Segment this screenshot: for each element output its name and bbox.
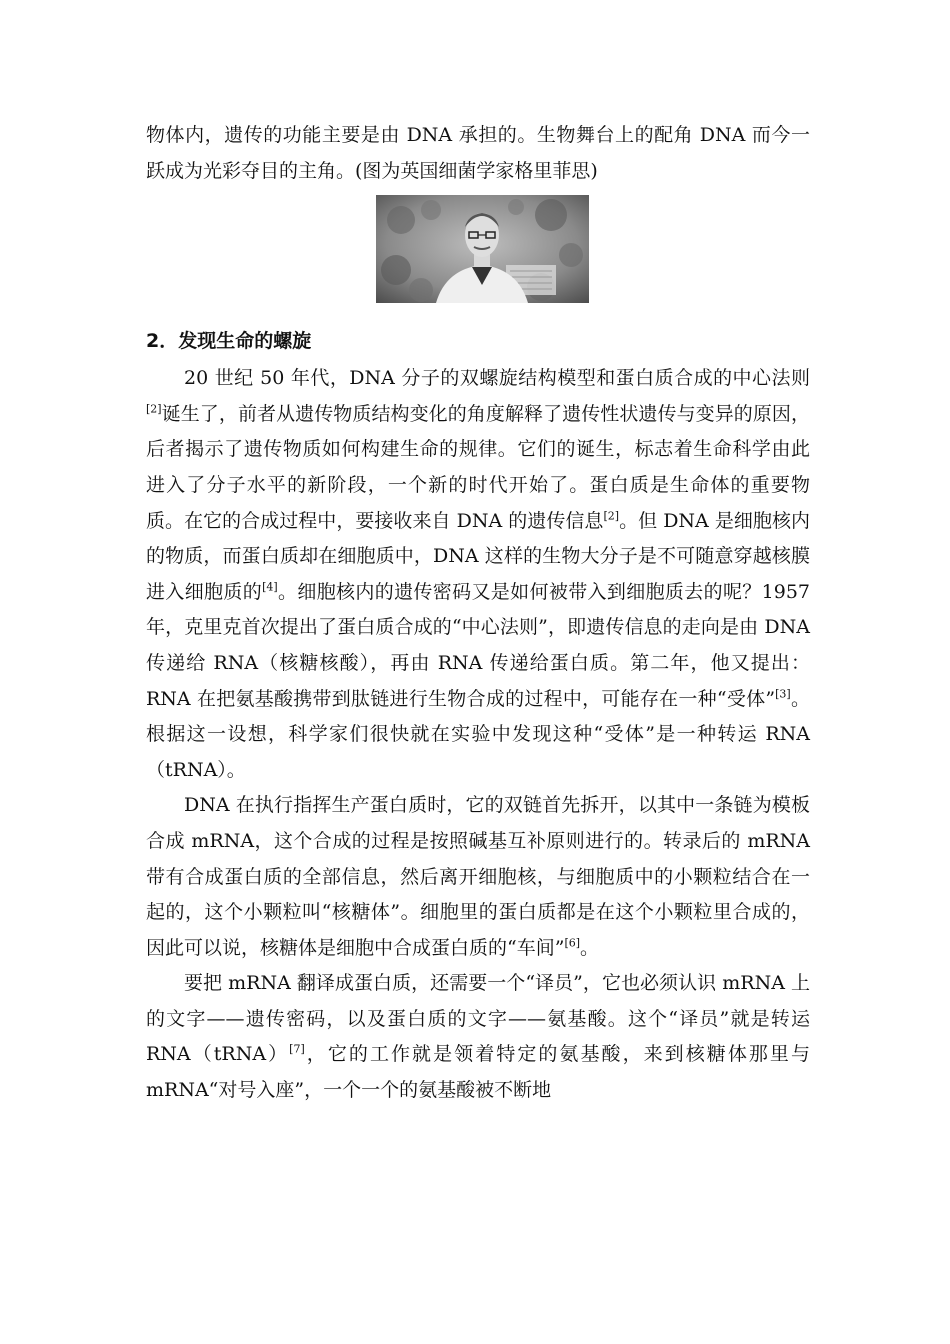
citation-ref: [3] [775,687,791,701]
paragraph-1-text-4: 。细胞核内的遗传密码又是如何被带入到细胞质去的呢？1957 年，克里克首次提出了蛋白质合成的“中心法则”，即遗传信息的走向是由 DNA 传递给 RNA（核糖核酸），再由 RNA 传递给蛋白质。第二年，他又提出：RNA 在把氨基酸携带到肽链进行生物合成的过程中，可能存在一种“受体” [146,580,810,710]
paragraph-1 [146,361,810,788]
citation-ref: [7] [289,1043,305,1057]
section-heading: 2．发现生命的螺旋 [146,330,312,353]
paragraph-1-text-3: 。但 DNA 是细胞核内的物质，而蛋白质却在细胞质中，DNA 这样的生物大分子是不可随意穿越核膜进入细胞质的 [146,509,810,603]
figure-container [146,195,810,303]
paragraph-2 [146,788,810,966]
citation-ref: [2] [603,509,620,523]
paragraph-2-text-2: 。 [580,936,600,959]
document-page [146,118,810,1109]
paragraph-3 [146,966,810,1108]
paragraph-1-text-5: 。根据这一设想，科学家们很快就在实验中发现这种“受体”是一种转运 RNA（tRNA）。 [146,687,810,781]
paragraph-1-text-1: 20 世纪 50 年代，DNA 分子的双螺旋结构模型和蛋白质合成的中心法则 [184,367,810,390]
portrait-photo [376,195,589,303]
portrait-illustration [376,195,589,303]
citation-ref: [4] [262,580,278,594]
intro-paragraph: 物体内，遗传的功能主要是由 DNA 承担的。生物舞台上的配角 DNA 而今一跃成为光彩夺目的主角。(图为英国细菌学家格里菲思) [146,124,810,182]
paragraph-2-text-1: DNA 在执行指挥生产蛋白质时，它的双链首先拆开，以其中一条链为模板合成 mRNA，这个合成的过程是按照碱基互补原则进行的。转录后的 mRNA 带有合成蛋白质的全部信息，然后离开细胞核，与细胞质中的小颗粒结合在一起的，这个小颗粒叫“核糖体”。细胞里的蛋白质都是在这个小颗粒里合成的，因此可以说，核糖体是细胞中合成蛋白质的“车间” [146,794,810,959]
citation-ref: [6] [564,936,581,950]
citation-ref: [2] [146,402,162,416]
paragraph-3-text-1: 要把 mRNA 翻译成蛋白质，还需要一个“译员”，它也必须认识 mRNA 上的文字——遗传密码，以及蛋白质的文字——氨基酸。这个“译员”就是转运 RNA（tRNA） [146,972,810,1066]
paragraph-3-text-2: ，它的工作就是领着特定的氨基酸，来到核糖体那里与 mRNA“对号入座”，一个一个的氨基酸被不断地 [146,1043,810,1102]
paragraph-1-text-2: 诞生了，前者从遗传物质结构变化的角度解释了遗传性状遗传与变异的原因，后者揭示了遗传物质如何构建生命的规律。它们的诞生，标志着生命科学由此进入了分子水平的新阶段，一个新的时代开始了。蛋白质是生命体的重要物质。在它的合成过程中，要接收来自 DNA 的遗传信息 [146,402,810,532]
